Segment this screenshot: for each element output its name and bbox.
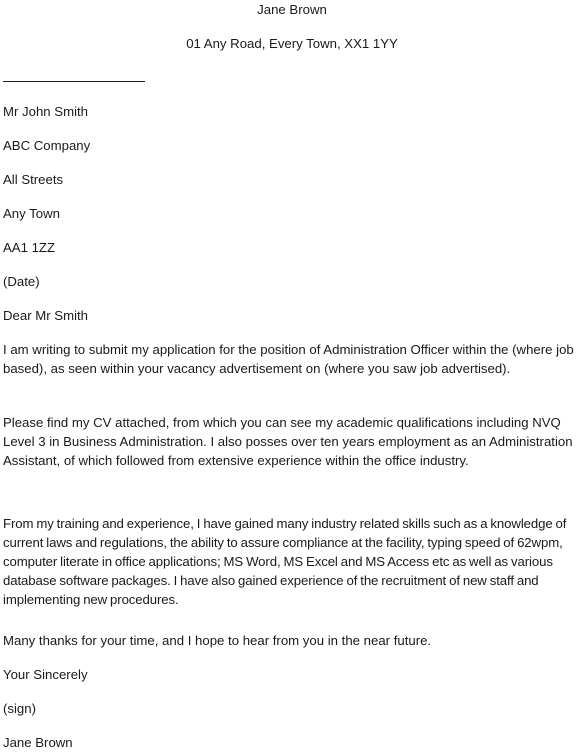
signoff-name: Jane Brown (3, 735, 73, 750)
paragraph-intro: I am writing to submit my application for the position of Administration Officer within the (where job based), as seen within your vacancy advertisement on (where you saw job advertised). (3, 342, 574, 376)
closing: Your Sincerely (3, 667, 88, 682)
recipient-name: Mr John Smith (3, 104, 89, 119)
paragraph-skills: From my training and experience, I have gained many industry related skills such as a knowledge of current laws and regulations, the ability to assure compliance at the facility, typing speed of 62wpm, computer literate in office applications; MS Word, MS Excel and MS Access etc as well as various database software packages. I have also gained experience of the recruitment of new staff and implementing new procedures. (3, 516, 567, 607)
signature-placeholder: (sign) (3, 701, 36, 716)
sender-address: 01 Any Road, Every Town, XX1 1YY (186, 36, 398, 51)
separator-line (3, 81, 145, 82)
recipient-company: ABC Company (3, 138, 91, 153)
paragraph-thanks: Many thanks for your time, and I hope to hear from you in the near future. (3, 633, 432, 648)
date-placeholder: (Date) (3, 274, 40, 289)
recipient-town: Any Town (3, 206, 60, 221)
sender-name: Jane Brown (257, 2, 327, 17)
recipient-postcode: AA1 1ZZ (3, 240, 56, 255)
salutation: Dear Mr Smith (3, 308, 88, 323)
paragraph-qualifications: Please find my CV attached, from which you can see my academic qualifications including NVQ Level 3 in Business Administration. I also posses over ten years employment as an Administration Assistant, of which followed from extensive experience within the office industry. (3, 415, 573, 468)
recipient-street: All Streets (3, 172, 64, 187)
